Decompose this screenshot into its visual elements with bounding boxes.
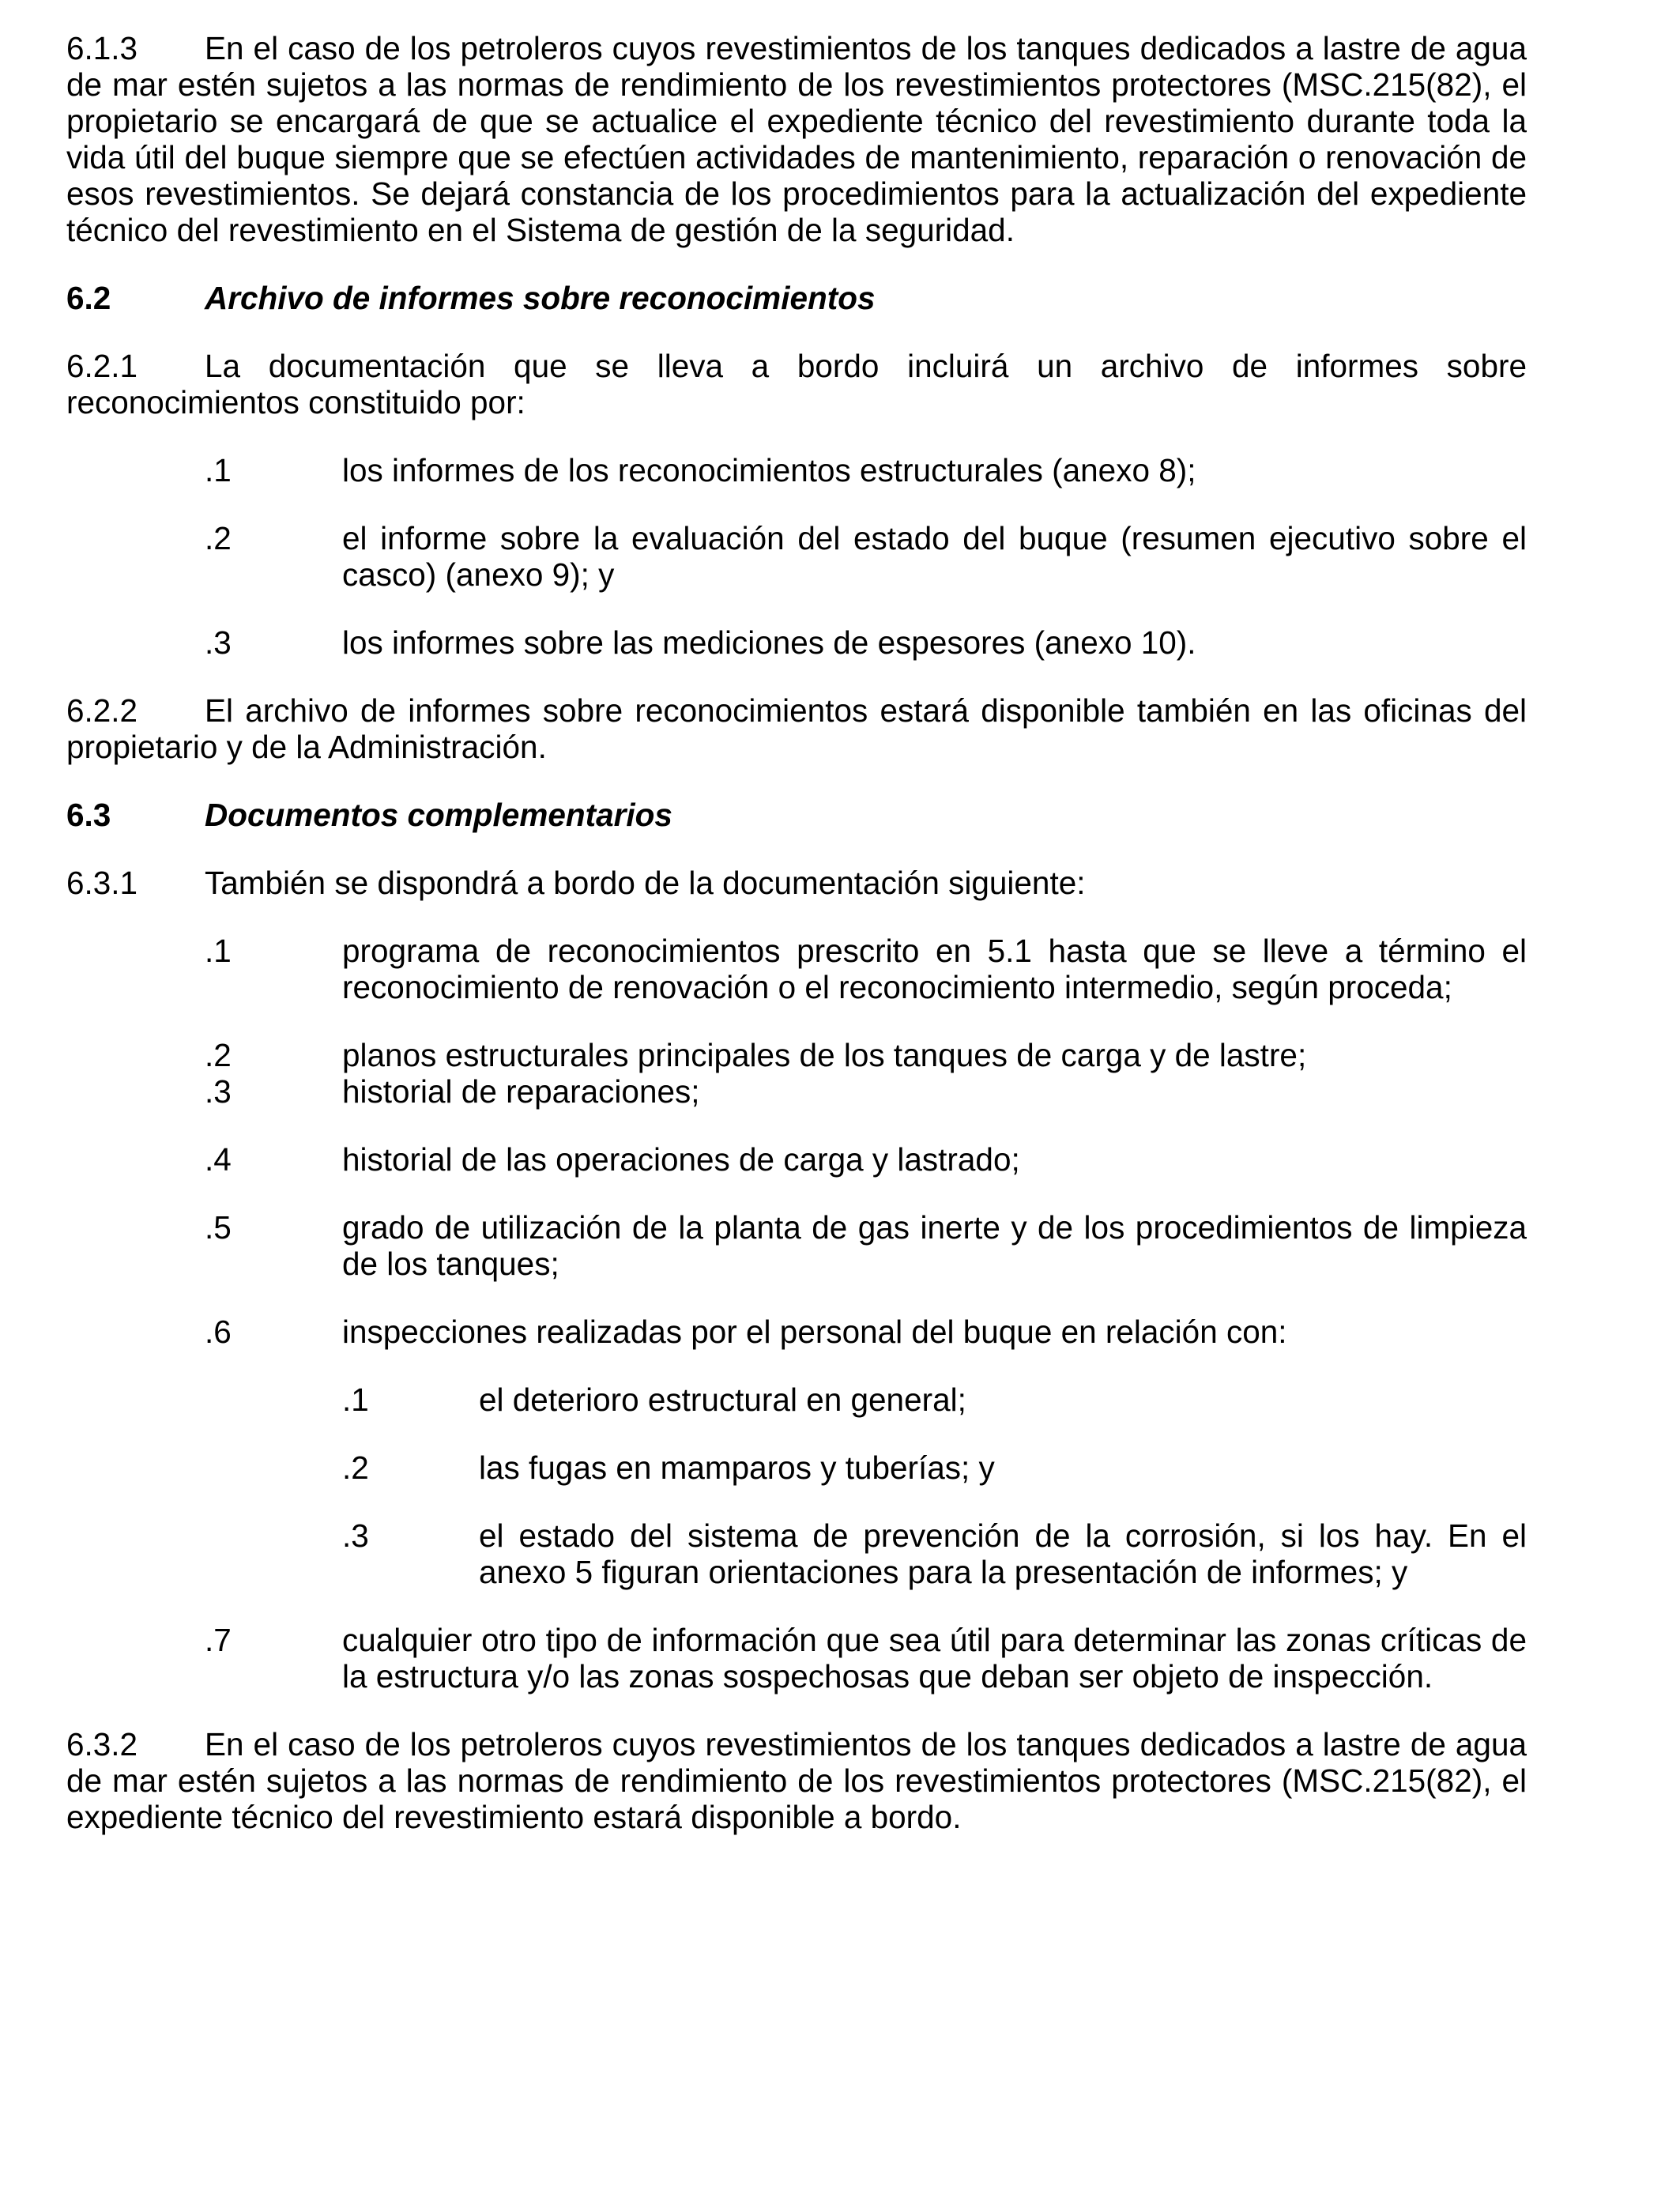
paragraph-text: El archivo de informes sobre reconocimientos estará disponible también en las oficinas del propietario y de la Administración. xyxy=(66,692,1527,765)
section-heading-6-2 xyxy=(66,280,1527,316)
paragraph-6-2-1 xyxy=(66,348,1527,420)
section-title: Documentos complementarios xyxy=(205,797,672,833)
list-item xyxy=(205,1622,1527,1695)
list-item xyxy=(205,1037,1527,1073)
section-heading-6-3 xyxy=(66,797,1527,833)
paragraph-number: 6.2.1 xyxy=(66,348,138,384)
list-item-marker: .3 xyxy=(205,624,232,661)
list-item xyxy=(205,452,1527,488)
list-item-marker: .2 xyxy=(205,520,232,556)
sub-list-item-marker: .1 xyxy=(342,1382,369,1418)
list-item-text: planos estructurales principales de los tanques de carga y de lastre; xyxy=(342,1037,1307,1073)
sub-list-item xyxy=(342,1517,1527,1590)
section-number: 6.2 xyxy=(66,280,111,316)
list-item-text: los informes sobre las mediciones de espesores (anexo 10). xyxy=(342,624,1196,661)
list-item-marker: .1 xyxy=(205,933,232,969)
list-item xyxy=(205,933,1527,1005)
paragraph-number: 6.1.3 xyxy=(66,30,138,66)
list-item-marker: .3 xyxy=(205,1073,232,1110)
list-item-text: el informe sobre la evaluación del estado del buque (resumen ejecutivo sobre el casco) (anexo 9); y xyxy=(342,520,1527,593)
sub-list-item-marker: .2 xyxy=(342,1449,369,1486)
list-item-marker: .2 xyxy=(205,1037,232,1073)
paragraph-text: En el caso de los petroleros cuyos revestimientos de los tanques dedicados a lastre de agua de mar estén sujetos a las normas de rendimiento de los revestimientos protectores (MSC.215(82), el expediente técnico del revestimiento estará disponible a bordo. xyxy=(66,1726,1527,1835)
list-item-marker: .7 xyxy=(205,1622,232,1658)
list-item-marker: .1 xyxy=(205,452,232,488)
list-item xyxy=(205,624,1527,661)
paragraph-text: La documentación que se lleva a bordo incluirá un archivo de informes sobre reconocimientos constituido por: xyxy=(66,348,1527,420)
document-page xyxy=(66,30,1527,1867)
paragraph-6-2-2 xyxy=(66,692,1527,765)
sub-list-item-marker: .3 xyxy=(342,1517,369,1554)
list-item xyxy=(205,520,1527,593)
list-item xyxy=(205,1209,1527,1282)
sub-list-item-text: el estado del sistema de prevención de la corrosión, si los hay. En el anexo 5 figuran orientaciones para la presentación de informes; y xyxy=(479,1517,1527,1590)
section-number: 6.3 xyxy=(66,797,111,833)
list-item xyxy=(205,1141,1527,1178)
paragraph-number: 6.3.2 xyxy=(66,1726,138,1762)
paragraph-6-1-3 xyxy=(66,30,1527,248)
paragraph-number: 6.2.2 xyxy=(66,692,138,729)
list-item-marker: .6 xyxy=(205,1314,232,1350)
list-item-marker: .4 xyxy=(205,1141,232,1178)
list-item-text: inspecciones realizadas por el personal del buque en relación con: xyxy=(342,1314,1287,1350)
section-title: Archivo de informes sobre reconocimientos xyxy=(205,280,876,316)
list-item-text: historial de las operaciones de carga y lastrado; xyxy=(342,1141,1020,1178)
list-item-text: cualquier otro tipo de información que sea útil para determinar las zonas críticas de la estructura y/o las zonas sospechosas que deban ser objeto de inspección. xyxy=(342,1622,1527,1695)
list-item-text: los informes de los reconocimientos estructurales (anexo 8); xyxy=(342,452,1196,488)
list-item-text: grado de utilización de la planta de gas inerte y de los procedimientos de limpieza de los tanques; xyxy=(342,1209,1527,1282)
paragraph-number: 6.3.1 xyxy=(66,865,138,901)
sub-list-item xyxy=(342,1449,1527,1486)
sub-list-item-text: el deterioro estructural en general; xyxy=(479,1382,966,1418)
sub-list-item-text: las fugas en mamparos y tuberías; y xyxy=(479,1449,995,1486)
list-item-text: historial de reparaciones; xyxy=(342,1073,700,1110)
paragraph-6-3-2 xyxy=(66,1726,1527,1835)
list-item xyxy=(205,1314,1527,1350)
list-item-marker: .5 xyxy=(205,1209,232,1246)
paragraph-6-3-1 xyxy=(66,865,1527,901)
paragraph-text: También se dispondrá a bordo de la documentación siguiente: xyxy=(205,865,1086,901)
paragraph-text: En el caso de los petroleros cuyos revestimientos de los tanques dedicados a lastre de agua de mar estén sujetos a las normas de rendimiento de los revestimientos protectores (MSC.215(82), el propietario se encargará de que se actualice el expediente técnico del revestimiento durante toda la vida útil del buque siempre que se efectúen actividades de mantenimiento, reparación o renovación de esos revestimientos. Se dejará constancia de los procedimientos para la actualización del expediente técnico del revestimiento en el Sistema de gestión de la seguridad. xyxy=(66,30,1527,248)
list-item-text: programa de reconocimientos prescrito en 5.1 hasta que se lleve a término el reconocimiento de renovación o el reconocimiento intermedio, según proceda; xyxy=(342,933,1527,1005)
sub-list-item xyxy=(342,1382,1527,1418)
list-item xyxy=(205,1073,1527,1110)
